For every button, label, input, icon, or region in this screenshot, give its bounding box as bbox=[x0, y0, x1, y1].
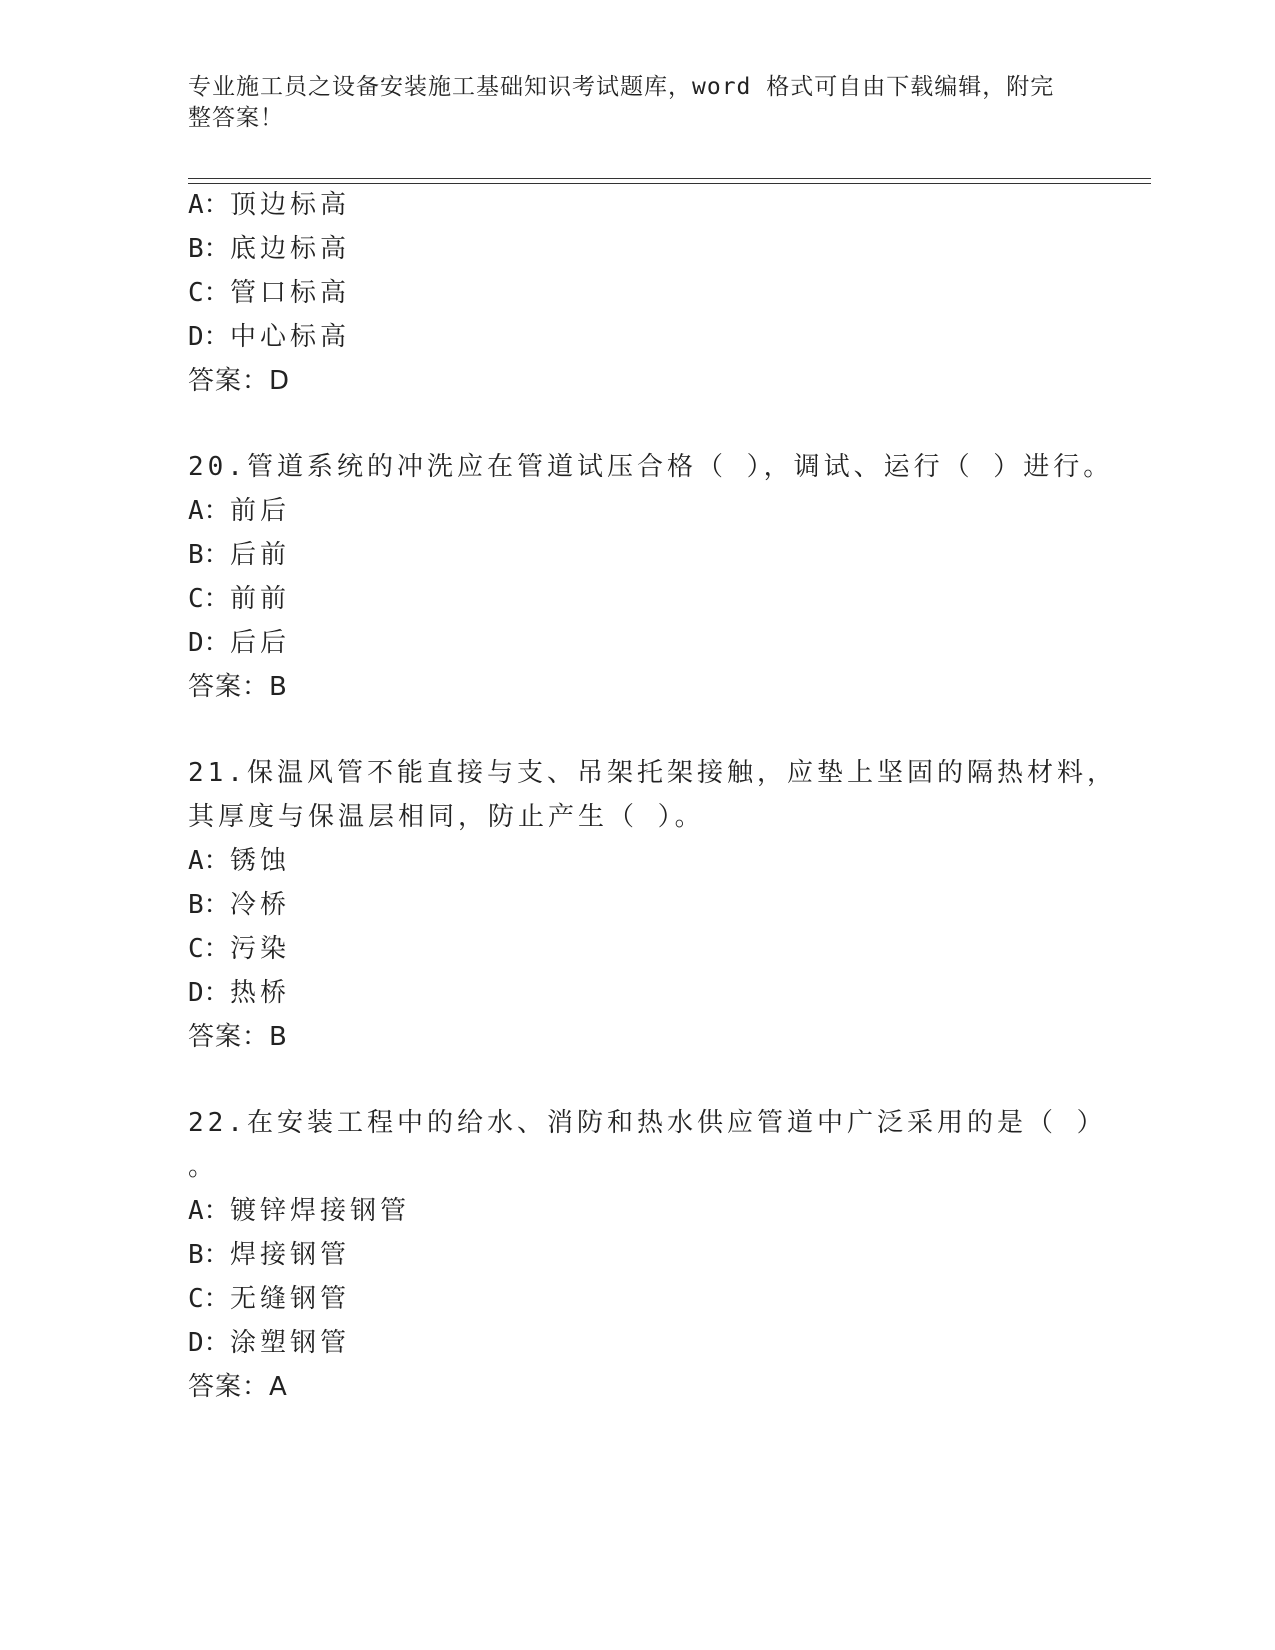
option-text: 热桥 bbox=[230, 978, 291, 1008]
option-text: 后前 bbox=[230, 540, 291, 570]
question-text-line-1: 22.在安装工程中的给水、消防和热水供应管道中广泛采用的是（ ） bbox=[188, 1108, 1107, 1138]
option-text: 前后 bbox=[230, 496, 291, 526]
option-text: 后后 bbox=[230, 628, 291, 658]
option-d bbox=[188, 1326, 350, 1360]
option-c bbox=[188, 1282, 350, 1316]
option-text: 涂塑钢管 bbox=[230, 1328, 351, 1358]
document-page bbox=[188, 0, 1148, 1650]
question-text: 20.管道系统的冲洗应在管道试压合格（ ），调试、运行（ ）进行。 bbox=[188, 452, 1114, 482]
option-text: 顶边标高 bbox=[230, 190, 351, 220]
option-letter: A： bbox=[188, 496, 230, 526]
option-letter: C： bbox=[188, 934, 230, 964]
option-c bbox=[188, 582, 290, 616]
option-a bbox=[188, 844, 290, 878]
option-d bbox=[188, 320, 350, 354]
option-b bbox=[188, 538, 290, 572]
option-a bbox=[188, 188, 350, 222]
option-c bbox=[188, 276, 350, 310]
option-text: 管口标高 bbox=[230, 278, 351, 308]
answer-line: 答案：B bbox=[188, 1022, 288, 1052]
option-text: 镀锌焊接钢管 bbox=[230, 1196, 411, 1226]
question-text-line-2: 其厚度与保温层相同，防止产生（ ）。 bbox=[188, 802, 705, 832]
option-letter: C： bbox=[188, 1284, 230, 1314]
option-letter: D： bbox=[188, 322, 230, 352]
option-letter: B： bbox=[188, 890, 230, 920]
option-d bbox=[188, 626, 290, 660]
question-text-line-1: 21.保温风管不能直接与支、吊架托架接触，应垫上坚固的隔热材料， bbox=[188, 758, 1117, 788]
option-text: 中心标高 bbox=[230, 322, 351, 352]
option-letter: A： bbox=[188, 1196, 230, 1226]
question-text-line-2: 。 bbox=[188, 1152, 219, 1182]
header-divider bbox=[188, 178, 1151, 184]
option-d bbox=[188, 976, 290, 1010]
option-letter: C： bbox=[188, 278, 230, 308]
option-text: 底边标高 bbox=[230, 234, 351, 264]
answer-line: 答案：D bbox=[188, 366, 291, 396]
option-b bbox=[188, 1238, 350, 1272]
option-text: 焊接钢管 bbox=[230, 1240, 351, 1270]
option-letter: B： bbox=[188, 1240, 230, 1270]
option-letter: A： bbox=[188, 846, 230, 876]
option-letter: D： bbox=[188, 628, 230, 658]
option-text: 锈蚀 bbox=[230, 846, 291, 876]
option-letter: B： bbox=[188, 234, 230, 264]
option-letter: B： bbox=[188, 540, 230, 570]
option-text: 前前 bbox=[230, 584, 291, 614]
document-header: 专业施工员之设备安装施工基础知识考试题库，word 格式可自由下载编辑，附完整答案！ bbox=[188, 74, 1055, 131]
option-letter: C： bbox=[188, 584, 230, 614]
option-b bbox=[188, 888, 290, 922]
option-text: 无缝钢管 bbox=[230, 1284, 351, 1314]
option-b bbox=[188, 232, 350, 266]
option-text: 冷桥 bbox=[230, 890, 291, 920]
answer-line: 答案：A bbox=[188, 1372, 288, 1402]
option-text: 污染 bbox=[230, 934, 291, 964]
option-letter: D： bbox=[188, 1328, 230, 1358]
option-a bbox=[188, 1194, 410, 1228]
option-c bbox=[188, 932, 290, 966]
option-letter: A： bbox=[188, 190, 230, 220]
answer-line: 答案：B bbox=[188, 672, 288, 702]
option-letter: D： bbox=[188, 978, 230, 1008]
option-a bbox=[188, 494, 290, 528]
